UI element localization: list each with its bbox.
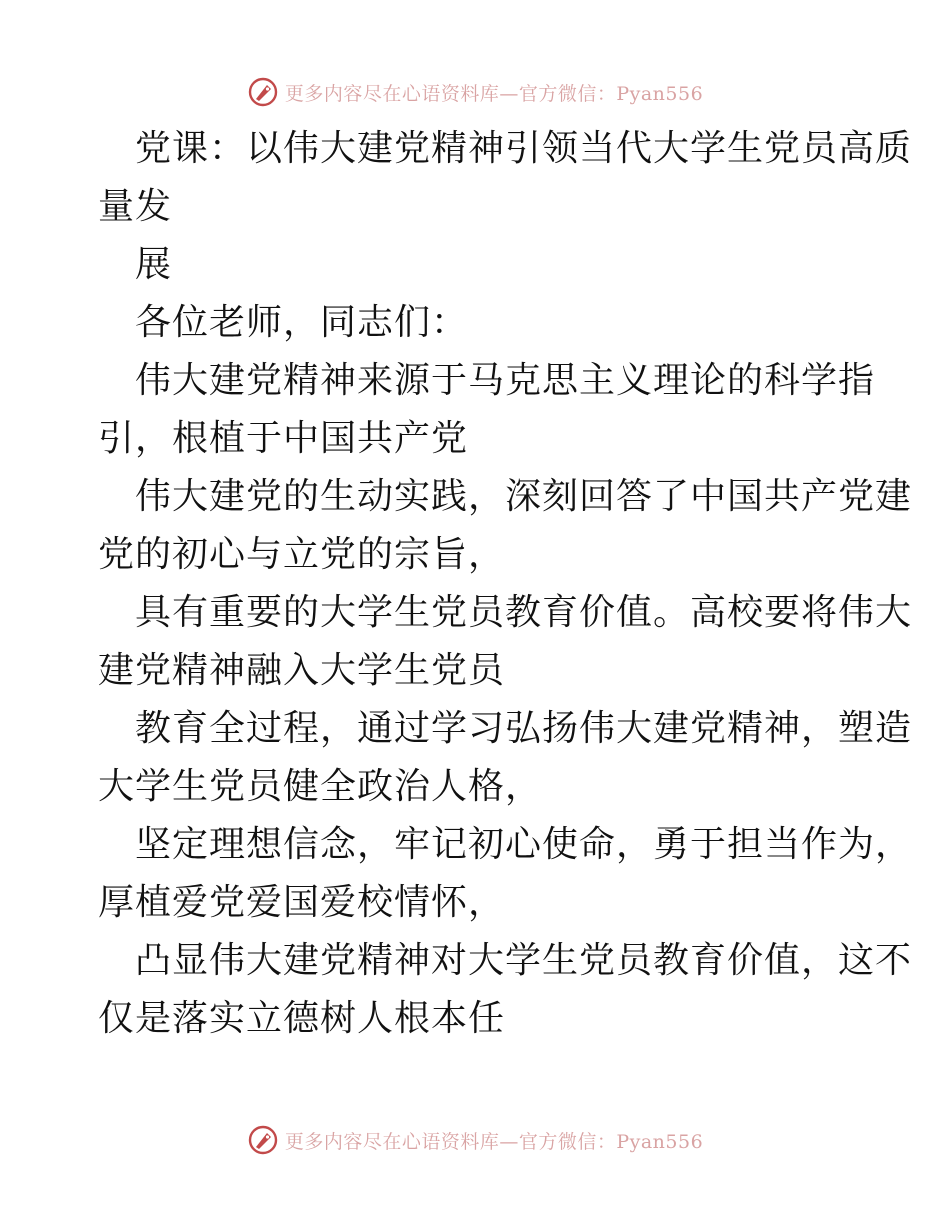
paragraph-line: 党的初心与立党的宗旨， [98, 534, 506, 575]
paragraph-line: 具有重要的大学生党员教育价值。高校要将伟大 [135, 592, 913, 633]
title-line-1: 党课：以伟大建党精神引领当代大学生党员高质 [135, 128, 913, 169]
watermark-text: 更多内容尽在心语资料库—官方微信：Pyan556 [284, 82, 704, 105]
paragraph-line: 仅是落实立德树人根本任 [98, 998, 506, 1039]
paragraph-line: 引，根植于中国共产党 [98, 418, 469, 459]
pen-nib-icon [247, 1124, 279, 1156]
watermark-text: 更多内容尽在心语资料库—官方微信：Pyan556 [284, 1130, 704, 1153]
watermark-group [247, 76, 703, 108]
paragraph-line: 伟大建党精神来源于马克思主义理论的科学指 [135, 360, 876, 401]
pen-nib-icon [247, 76, 279, 108]
salutation: 各位老师，同志们： [135, 302, 469, 343]
title-line-3: 展 [135, 244, 173, 285]
document-body [98, 120, 913, 1048]
paragraph-line: 伟大建党的生动实践，深刻回答了中国共产党建 [135, 476, 913, 517]
paragraph-line: 厚植爱党爱国爱校情怀， [98, 882, 506, 923]
paragraph-line: 凸显伟大建党精神对大学生党员教育价值，这不 [135, 940, 913, 981]
paragraph-line: 坚定理想信念，牢记初心使命，勇于担当作为， [135, 824, 913, 865]
watermark-group [247, 1124, 703, 1156]
paragraph-line: 大学生党员健全政治人格， [98, 766, 543, 807]
title-line-2: 量发 [98, 186, 173, 227]
header-watermark [0, 72, 950, 112]
footer-watermark [0, 1120, 950, 1160]
paragraph-line: 教育全过程，通过学习弘扬伟大建党精神，塑造 [135, 708, 913, 749]
paragraph-line: 建党精神融入大学生党员 [98, 650, 506, 691]
